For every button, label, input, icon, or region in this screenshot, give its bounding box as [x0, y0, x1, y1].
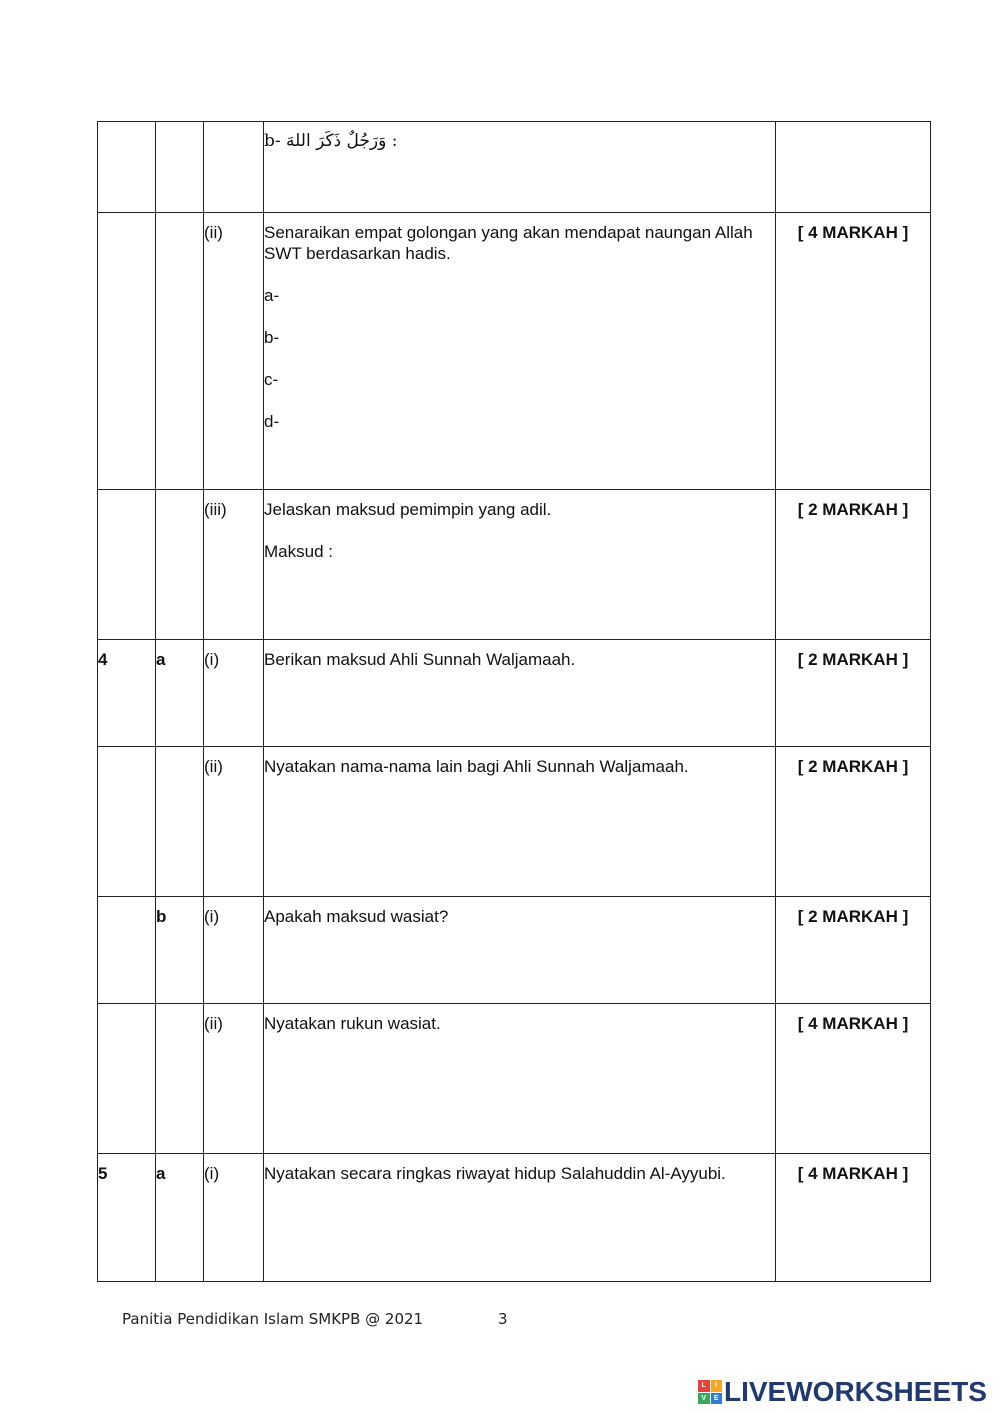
question-part: (ii) [204, 213, 264, 490]
question-text: Nyatakan rukun wasiat. [264, 1014, 441, 1033]
question-text: Jelaskan maksud pemimpin yang adil. [264, 500, 552, 519]
question-cell [264, 213, 776, 490]
question-text: Senaraikan empat golongan yang akan mendapat naungan Allah SWT berdasarkan hadis. [264, 223, 753, 263]
logo-letter: V [698, 1393, 710, 1405]
answer-line-a: a- [264, 286, 280, 305]
mark-cell: [ 2 MARKAH ] [776, 490, 931, 640]
table-row [98, 747, 931, 897]
question-part: (i) [204, 1154, 264, 1282]
question-sub-letter: a [156, 1154, 204, 1282]
question-number: 4 [98, 640, 156, 747]
table-row [98, 1004, 931, 1154]
question-sub-letter [156, 747, 204, 897]
question-number [98, 122, 156, 213]
question-part: (ii) [204, 1004, 264, 1154]
table-row [98, 640, 931, 747]
question-text: Apakah maksud wasiat? [264, 907, 449, 926]
question-part: (i) [204, 640, 264, 747]
mark-cell: [ 2 MARKAH ] [776, 747, 931, 897]
question-part [204, 122, 264, 213]
mark-cell: [ 4 MARKAH ] [776, 1004, 931, 1154]
question-sub-letter [156, 122, 204, 213]
page-number: 3 [498, 1310, 508, 1328]
question-text: Berikan maksud Ahli Sunnah Waljamaah. [264, 650, 576, 669]
question-cell [264, 1004, 776, 1154]
question-number [98, 490, 156, 640]
question-sub-letter: a [156, 640, 204, 747]
brand-name: LIVEWORKSHEETS [724, 1376, 987, 1407]
answer-line-b: b- [264, 328, 280, 347]
mark-cell: [ 2 MARKAH ] [776, 640, 931, 747]
question-text: Nyatakan nama-nama lain bagi Ahli Sunnah Waljamaah. [264, 757, 689, 776]
question-number [98, 897, 156, 1004]
liveworksheets-icon [698, 1380, 722, 1404]
liveworksheets-logo[interactable] [698, 1375, 987, 1409]
table-row [98, 122, 931, 213]
question-text: b- وَرَجُلٌ ذَكَرَ اللهَ : [264, 131, 398, 151]
question-cell [264, 122, 776, 213]
question-sub-letter [156, 1004, 204, 1154]
question-cell [264, 1154, 776, 1282]
answer-line-maksud: Maksud : [264, 542, 333, 561]
mark-cell: [ 4 MARKAH ] [776, 1154, 931, 1282]
question-sub-letter [156, 490, 204, 640]
logo-letter: E [711, 1393, 723, 1405]
question-number [98, 1004, 156, 1154]
table-row [98, 1154, 931, 1282]
question-part: (ii) [204, 747, 264, 897]
mark-cell [776, 122, 931, 213]
table-row [98, 213, 931, 490]
mark-cell: [ 2 MARKAH ] [776, 897, 931, 1004]
answer-line-d: d- [264, 412, 280, 431]
question-number [98, 747, 156, 897]
question-cell [264, 897, 776, 1004]
exam-table [97, 121, 931, 1282]
logo-letter: L [698, 1380, 710, 1392]
question-sub-letter [156, 213, 204, 490]
answer-line-c: c- [264, 370, 279, 389]
question-number [98, 213, 156, 490]
footer-text: Panitia Pendidikan Islam SMKPB @ 2021 [122, 1310, 424, 1328]
table-row [98, 897, 931, 1004]
question-sub-letter: b [156, 897, 204, 1004]
mark-cell: [ 4 MARKAH ] [776, 213, 931, 490]
table-row [98, 490, 931, 640]
logo-letter: I [711, 1380, 723, 1392]
question-cell [264, 640, 776, 747]
question-part: (iii) [204, 490, 264, 640]
question-text: Nyatakan secara ringkas riwayat hidup Salahuddin Al-Ayyubi. [264, 1164, 726, 1183]
question-cell [264, 490, 776, 640]
question-cell [264, 747, 776, 897]
question-part: (i) [204, 897, 264, 1004]
question-number: 5 [98, 1154, 156, 1282]
